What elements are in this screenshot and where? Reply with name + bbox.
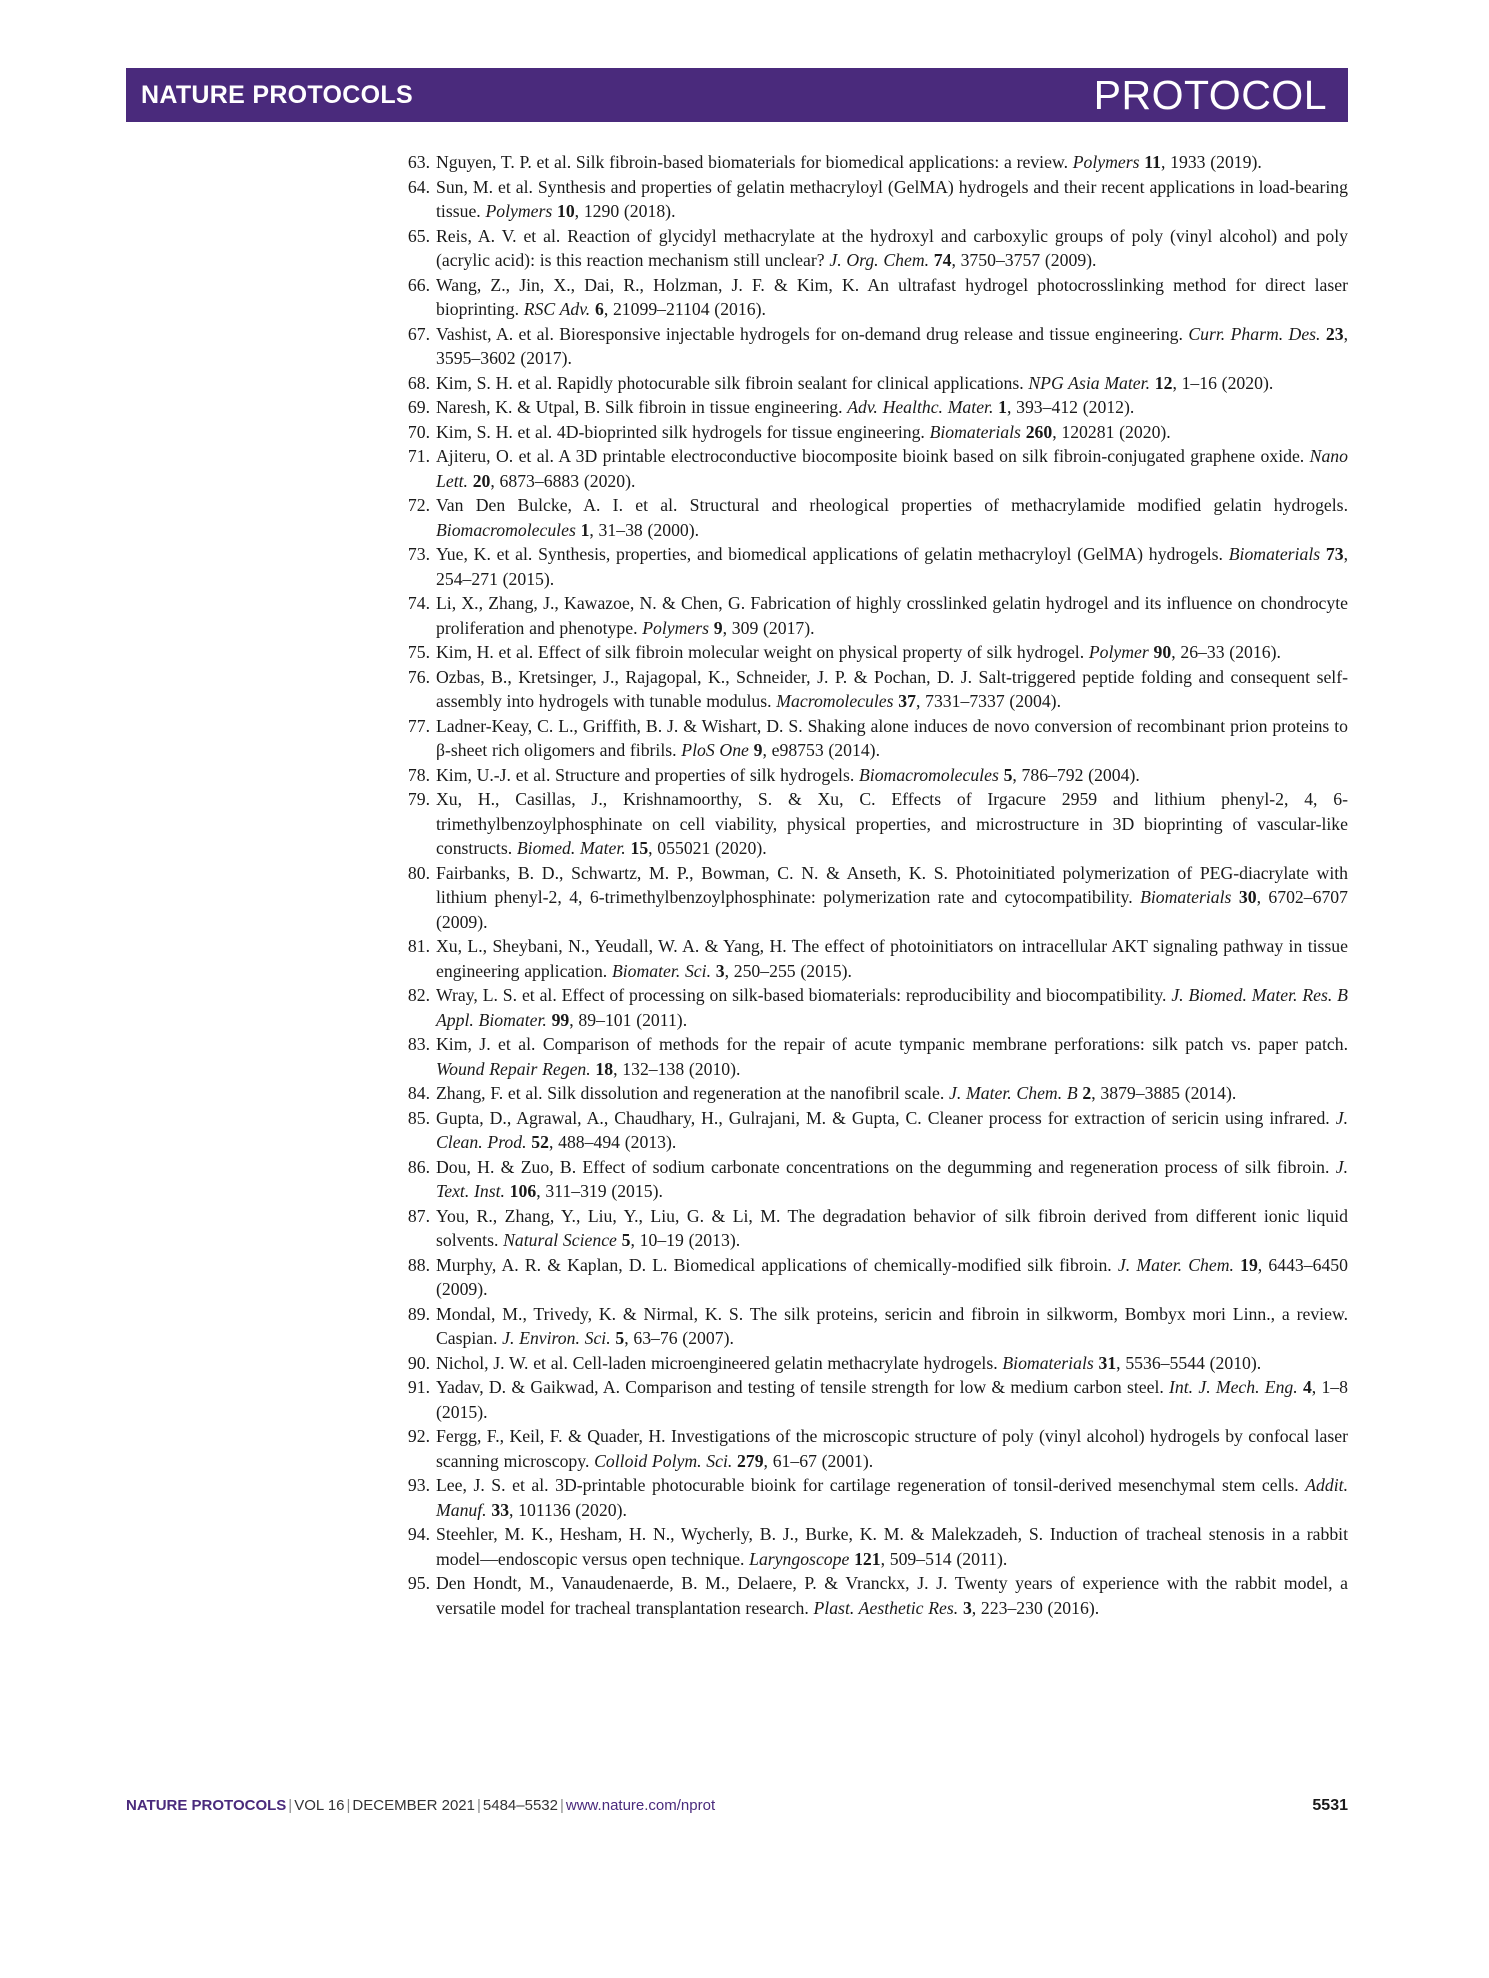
reference-pages-year: , 223–230 (2016). bbox=[971, 1597, 1100, 1618]
reference-journal: PloS One bbox=[681, 740, 749, 760]
reference-journal: Natural Science bbox=[503, 1230, 617, 1250]
reference-volume: 5 bbox=[615, 1328, 625, 1348]
reference-volume: 2 bbox=[1082, 1083, 1092, 1103]
reference-pages-year: , 10–19 (2013). bbox=[630, 1230, 741, 1250]
reference-volume: 9 bbox=[753, 740, 763, 760]
reference-journal: J. Mater. Chem. bbox=[1117, 1254, 1234, 1275]
reference-volume: 90 bbox=[1153, 642, 1172, 662]
reference-pages-year: , 31–38 (2000). bbox=[589, 519, 700, 540]
reference-text: Wang, Z., Jin, X., Dai, R., Holzman, J. F. & Kim, K. An ultrafast hydrogel photocrosslinking method for direct laser bioprinting. bbox=[436, 274, 1348, 319]
reference-text: Den Hondt, M., Vanaudenaerde, B. M., Delaere, P. & Vranckx, J. J. Twenty years of experience with the rabbit model, a versatile model for tracheal transplantation research. bbox=[436, 1573, 1348, 1618]
reference-journal: Int. J. Mech. Eng. bbox=[1169, 1377, 1298, 1397]
reference-number: 64. bbox=[407, 176, 430, 197]
reference-item bbox=[394, 444, 1348, 493]
reference-text: Li, X., Zhang, J., Kawazoe, N. & Chen, G. Fabrication of highly crosslinked gelatin hydrogel and its influence on chondrocyte proliferation and phenotype. bbox=[436, 593, 1348, 638]
reference-text: Yue, K. et al. Synthesis, properties, and biomedical applications of gelatin methacryloyl (GelMA) hydrogels. bbox=[436, 544, 1229, 564]
reference-volume: 52 bbox=[531, 1132, 549, 1152]
reference-item bbox=[394, 787, 1348, 861]
reference-item bbox=[394, 1302, 1348, 1351]
reference-volume: 6 bbox=[594, 299, 604, 319]
reference-volume: 3 bbox=[715, 960, 725, 981]
reference-item bbox=[394, 714, 1348, 763]
reference-journal: Laryngoscope bbox=[749, 1548, 850, 1569]
reference-journal: Polymers bbox=[1072, 152, 1140, 172]
reference-item bbox=[394, 493, 1348, 542]
reference-item bbox=[394, 420, 1348, 445]
reference-number: 70. bbox=[407, 421, 430, 442]
reference-pages-year: , 132–138 (2010). bbox=[613, 1058, 741, 1079]
reference-number: 94. bbox=[407, 1524, 430, 1544]
reference-pages-year: , 3879–3885 (2014). bbox=[1091, 1083, 1237, 1103]
reference-number: 89. bbox=[407, 1303, 430, 1324]
footer-volume: VOL 16 bbox=[294, 1797, 345, 1814]
reference-journal: J. Text. Inst. bbox=[436, 1156, 1348, 1201]
footer-separator: | bbox=[559, 1797, 564, 1814]
reference-volume: 106 bbox=[509, 1181, 537, 1201]
reference-pages-year: , 1933 (2019). bbox=[1160, 152, 1262, 172]
reference-number: 90. bbox=[407, 1352, 430, 1373]
reference-number: 82. bbox=[407, 985, 430, 1005]
reference-journal: Biomacromolecules bbox=[436, 519, 576, 540]
reference-item bbox=[394, 395, 1348, 420]
reference-pages-year: , 63–76 (2007). bbox=[624, 1328, 734, 1348]
reference-volume: 11 bbox=[1144, 152, 1161, 172]
reference-item bbox=[394, 150, 1348, 175]
reference-item bbox=[394, 983, 1348, 1032]
header-banner bbox=[126, 68, 1348, 122]
reference-pages-year: , 6443–6450 (2009). bbox=[436, 1254, 1348, 1299]
reference-pages-year: , 120281 (2020). bbox=[1052, 421, 1171, 442]
reference-volume: 3 bbox=[962, 1597, 972, 1618]
reference-pages-year: , 6873–6883 (2020). bbox=[490, 470, 636, 491]
reference-number: 63. bbox=[407, 152, 430, 172]
reference-number: 76. bbox=[407, 666, 430, 687]
reference-text: Zhang, F. et al. Silk dissolution and regeneration at the nanofibril scale. bbox=[436, 1083, 950, 1103]
reference-volume: 33 bbox=[491, 1499, 510, 1520]
footer-url-link[interactable]: www.nature.com/nprot bbox=[565, 1797, 716, 1814]
reference-text: Nguyen, T. P. et al. Silk fibroin-based biomaterials for biomedical applications: a review. bbox=[436, 152, 1073, 172]
reference-number: 79. bbox=[407, 789, 430, 809]
reference-pages-year: , 055021 (2020). bbox=[648, 838, 767, 858]
reference-item bbox=[394, 1351, 1348, 1376]
reference-volume: 279 bbox=[737, 1450, 764, 1471]
reference-number: 77. bbox=[407, 715, 430, 736]
reference-pages-year: , 311–319 (2015). bbox=[536, 1181, 663, 1201]
reference-volume: 1 bbox=[580, 519, 590, 540]
reference-pages-year: , 393–412 (2012). bbox=[1006, 397, 1135, 417]
reference-pages-year: , 61–67 (2001). bbox=[763, 1450, 874, 1471]
reference-item bbox=[394, 322, 1348, 371]
reference-text: Sun, M. et al. Synthesis and properties of gelatin methacryloyl (GelMA) hydrogels and their recent applications in load-bearing tissue. bbox=[436, 176, 1348, 221]
reference-journal: Polymers bbox=[485, 201, 553, 221]
reference-volume: 1 bbox=[998, 397, 1007, 417]
reference-number: 66. bbox=[407, 274, 430, 295]
reference-journal: Plast. Aesthetic Res. bbox=[813, 1597, 959, 1618]
reference-volume: 260 bbox=[1025, 421, 1053, 442]
reference-pages-year: , 3750–3757 (2009). bbox=[951, 250, 1097, 270]
page-number: 5531 bbox=[1312, 1797, 1348, 1814]
footer-separator: | bbox=[476, 1797, 481, 1814]
reference-journal: Wound Repair Regen. bbox=[436, 1058, 591, 1079]
reference-text: Kim, S. H. et al. Rapidly photocurable silk fibroin sealant for clinical applications. bbox=[436, 372, 1029, 393]
reference-pages-year: , 250–255 (2015). bbox=[724, 960, 852, 981]
reference-volume: 20 bbox=[472, 470, 491, 491]
reference-journal: Biomaterials bbox=[1140, 887, 1232, 907]
reference-journal: Adv. Healthc. Mater. bbox=[847, 397, 994, 417]
reference-volume: 31 bbox=[1098, 1352, 1117, 1373]
reference-volume: 5 bbox=[621, 1230, 631, 1250]
reference-journal: J. Environ. Sci. bbox=[502, 1328, 611, 1348]
reference-number: 75. bbox=[407, 642, 430, 662]
reference-pages-year: , 26–33 (2016). bbox=[1171, 642, 1281, 662]
reference-number: 83. bbox=[407, 1034, 430, 1054]
reference-number: 84. bbox=[407, 1083, 430, 1103]
reference-journal: Addit. Manuf. bbox=[436, 1475, 1348, 1520]
reference-volume: 23 bbox=[1325, 323, 1344, 344]
reference-text: Yadav, D. & Gaikwad, A. Comparison and testing of tensile strength for low & medium carbon steel. bbox=[436, 1377, 1170, 1397]
reference-journal: Biomed. Mater. bbox=[516, 838, 626, 858]
reference-item bbox=[394, 1522, 1348, 1571]
reference-pages-year: , 5536–5544 (2010). bbox=[1116, 1352, 1262, 1373]
reference-journal: J. Mater. Chem. B bbox=[949, 1083, 1078, 1103]
reference-text: Ladner-Keay, C. L., Griffith, B. J. & Wishart, D. S. Shaking alone induces de novo conversion of recombinant prion proteins to β-sheet rich oligomers and fibrils. bbox=[436, 715, 1348, 760]
reference-text: Fairbanks, B. D., Schwartz, M. P., Bowman, C. N. & Anseth, K. S. Photoinitiated polymerization of PEG-diacrylate with lithium phenyl-2, 4, 6-trimethylbenzoylphosphinate: polymerization rate and cytocompatibility. bbox=[436, 862, 1348, 907]
reference-text: Lee, J. S. et al. 3D-printable photocurable bioink for cartilage regeneration of tonsil-derived mesenchymal stem cells. bbox=[436, 1475, 1306, 1495]
reference-text: Fergg, F., Keil, F. & Quader, H. Investigations of the microscopic structure of poly (vinyl alcohol) hydrogels by confocal laser scanning microscopy. bbox=[436, 1426, 1348, 1471]
reference-list bbox=[394, 150, 1348, 1620]
reference-volume: 9 bbox=[713, 617, 723, 638]
reference-volume: 19 bbox=[1240, 1254, 1258, 1275]
reference-pages-year: , 1–8 (2015). bbox=[436, 1377, 1348, 1422]
reference-number: 68. bbox=[407, 372, 430, 393]
reference-pages-year: , 1290 (2018). bbox=[574, 201, 676, 221]
reference-journal: Biomater. Sci. bbox=[611, 960, 711, 981]
reference-text: Ozbas, B., Kretsinger, J., Rajagopal, K., Schneider, J. P. & Pochan, D. J. Salt-triggered peptide folding and consequent self-assembly into hydrogels with tunable modulus. bbox=[436, 666, 1348, 711]
reference-volume: 30 bbox=[1238, 887, 1257, 907]
reference-item bbox=[394, 1204, 1348, 1253]
reference-volume: 15 bbox=[630, 838, 649, 858]
reference-journal: J. Clean. Prod. bbox=[436, 1107, 1348, 1152]
reference-text: Gupta, D., Agrawal, A., Chaudhary, H., Gulrajani, M. & Gupta, C. Cleaner process for extraction of sericin using infrared. bbox=[436, 1107, 1336, 1128]
reference-number: 87. bbox=[407, 1205, 430, 1226]
reference-number: 92. bbox=[407, 1426, 430, 1446]
reference-item bbox=[394, 1032, 1348, 1081]
reference-number: 71. bbox=[407, 446, 430, 466]
reference-pages-year: , 488–494 (2013). bbox=[548, 1132, 677, 1152]
reference-pages-year: , 786–792 (2004). bbox=[1012, 764, 1140, 785]
reference-journal: Colloid Polym. Sci. bbox=[594, 1450, 733, 1471]
reference-text: Kim, S. H. et al. 4D-bioprinted silk hydrogels for tissue engineering. bbox=[436, 421, 930, 442]
reference-volume: 37 bbox=[898, 691, 916, 711]
footer-journal: NATURE PROTOCOLS bbox=[126, 1797, 287, 1814]
reference-journal: NPG Asia Mater. bbox=[1028, 372, 1151, 393]
reference-journal: Polymers bbox=[642, 617, 710, 638]
reference-volume: 121 bbox=[854, 1548, 881, 1569]
reference-number: 67. bbox=[407, 323, 430, 344]
reference-volume: 73 bbox=[1325, 544, 1344, 564]
reference-text: Vashist, A. et al. Bioresponsive injectable hydrogels for on-demand drug release and tissue engineering. bbox=[436, 323, 1189, 344]
reference-text: Ajiteru, O. et al. A 3D printable electroconductive biocomposite bioink based on silk fibroin-conjugated graphene oxide. bbox=[436, 446, 1310, 466]
reference-journal: Macromolecules bbox=[776, 691, 894, 711]
reference-item bbox=[394, 861, 1348, 935]
reference-item bbox=[394, 1253, 1348, 1302]
reference-volume: 18 bbox=[595, 1058, 614, 1079]
reference-volume: 4 bbox=[1302, 1377, 1312, 1397]
reference-pages-year: , 509–514 (2011). bbox=[880, 1548, 1008, 1569]
reference-pages-year: , 7331–7337 (2004). bbox=[915, 691, 1061, 711]
reference-pages-year: , 89–101 (2011). bbox=[569, 1009, 688, 1030]
reference-number: 88. bbox=[407, 1254, 430, 1275]
reference-item bbox=[394, 934, 1348, 983]
reference-text: Xu, L., Sheybani, N., Yeudall, W. A. & Yang, H. The effect of photoinitiators on intracellular AKT signaling pathway in tissue engineering application. bbox=[436, 936, 1348, 981]
reference-journal: Nano Lett. bbox=[436, 446, 1348, 491]
reference-volume: 10 bbox=[556, 201, 575, 221]
page-footer bbox=[126, 1794, 1348, 1818]
reference-pages-year: , 1–16 (2020). bbox=[1172, 372, 1274, 393]
reference-item bbox=[394, 542, 1348, 591]
reference-text: Steehler, M. K., Hesham, H. N., Wycherly, B. J., Burke, K. M. & Malekzadeh, S. Induction of tracheal stenosis in a rabbit model—endoscopic versus open technique. bbox=[436, 1524, 1348, 1569]
reference-text: Dou, H. & Zuo, B. Effect of sodium carbonate concentrations on the degumming and regeneration process of silk fibroin. bbox=[436, 1156, 1336, 1177]
reference-pages-year: , 21099–21104 (2016). bbox=[603, 299, 766, 319]
reference-text: Kim, H. et al. Effect of silk fibroin molecular weight on physical property of silk hydrogel. bbox=[436, 642, 1089, 662]
footer-separator: | bbox=[288, 1797, 293, 1814]
reference-item bbox=[394, 1473, 1348, 1522]
reference-number: 95. bbox=[407, 1573, 430, 1593]
reference-journal: J. Org. Chem. bbox=[829, 250, 930, 270]
reference-item bbox=[394, 1571, 1348, 1620]
reference-number: 73. bbox=[407, 544, 430, 564]
reference-pages-year: , 254–271 (2015). bbox=[436, 544, 1348, 589]
reference-item bbox=[394, 763, 1348, 788]
reference-pages-year: , 6702–6707 (2009). bbox=[436, 887, 1348, 932]
reference-number: 74. bbox=[407, 593, 430, 613]
reference-text: Reis, A. V. et al. Reaction of glycidyl methacrylate at the hydroxyl and carboxylic groups of poly (vinyl alcohol) and poly (acrylic acid): is this reaction mechanism still unclear? bbox=[436, 225, 1348, 270]
reference-volume: 99 bbox=[551, 1009, 570, 1030]
reference-journal: Curr. Pharm. Des. bbox=[1188, 323, 1321, 344]
reference-text: Xu, H., Casillas, J., Krishnamoorthy, S. & Xu, C. Effects of Irgacure 2959 and lithium phenyl-2, 4, 6-trimethylbenzoylphosphinate on cell viability, physical properties, and microstructure in 3D bioprinting of vascular-like constructs. bbox=[436, 789, 1348, 858]
reference-journal: Biomaterials bbox=[1228, 544, 1321, 564]
reference-text: Nichol, J. W. et al. Cell-laden microengineered gelatin methacrylate hydrogels. bbox=[436, 1352, 1003, 1373]
reference-number: 69. bbox=[407, 397, 430, 417]
reference-item bbox=[394, 1106, 1348, 1155]
reference-item bbox=[394, 1081, 1348, 1106]
footer-separator: | bbox=[346, 1797, 351, 1814]
reference-number: 65. bbox=[407, 225, 430, 246]
reference-number: 81. bbox=[407, 936, 430, 956]
reference-volume: 12 bbox=[1154, 372, 1173, 393]
reference-text: Murphy, A. R. & Kaplan, D. L. Biomedical applications of chemically-modified silk fibroin. bbox=[436, 1254, 1118, 1275]
reference-journal: Biomaterials bbox=[1002, 1352, 1094, 1373]
reference-item bbox=[394, 1424, 1348, 1473]
reference-text: Naresh, K. & Utpal, B. Silk fibroin in tissue engineering. bbox=[436, 397, 848, 417]
reference-number: 85. bbox=[407, 1107, 430, 1128]
reference-item bbox=[394, 591, 1348, 640]
reference-item bbox=[394, 1375, 1348, 1424]
reference-number: 93. bbox=[407, 1475, 430, 1495]
reference-volume: 74 bbox=[933, 250, 952, 270]
reference-item bbox=[394, 273, 1348, 322]
reference-volume: 5 bbox=[1003, 764, 1013, 785]
reference-number: 78. bbox=[407, 764, 430, 785]
reference-journal: Biomacromolecules bbox=[859, 764, 999, 785]
journal-name: NATURE PROTOCOLS bbox=[141, 81, 413, 109]
reference-pages-year: , 309 (2017). bbox=[722, 617, 815, 638]
reference-pages-year: , 101136 (2020). bbox=[509, 1499, 627, 1520]
article-type: PROTOCOL bbox=[1093, 72, 1327, 118]
reference-item bbox=[394, 640, 1348, 665]
footer-pages: 5484–5532 bbox=[482, 1797, 558, 1814]
reference-text: Wray, L. S. et al. Effect of processing on silk-based biomaterials: reproducibility and biocompatibility. bbox=[436, 985, 1172, 1005]
reference-number: 91. bbox=[407, 1377, 430, 1397]
reference-item bbox=[394, 1155, 1348, 1204]
reference-pages-year: , e98753 (2014). bbox=[762, 740, 880, 760]
reference-number: 72. bbox=[407, 495, 430, 515]
reference-text: Kim, J. et al. Comparison of methods for the repair of acute tympanic membrane perforations: silk patch vs. paper patch. bbox=[436, 1034, 1348, 1054]
reference-pages-year: , 3595–3602 (2017). bbox=[436, 323, 1348, 368]
reference-journal: Biomaterials bbox=[929, 421, 1021, 442]
reference-number: 86. bbox=[407, 1156, 430, 1177]
reference-item bbox=[394, 224, 1348, 273]
reference-text: You, R., Zhang, Y., Liu, Y., Liu, G. & Li, M. The degradation behavior of silk fibroin derived from different ionic liquid solvents. bbox=[436, 1205, 1348, 1250]
reference-number: 80. bbox=[407, 862, 430, 883]
reference-item bbox=[394, 665, 1348, 714]
reference-journal: J. Biomed. Mater. Res. B Appl. Biomater. bbox=[436, 985, 1348, 1030]
reference-journal: RSC Adv. bbox=[523, 299, 591, 319]
footer-citation bbox=[126, 1794, 715, 1818]
reference-text: Mondal, M., Trivedy, K. & Nirmal, K. S. The silk proteins, sericin and fibroin in silkworm, Bombyx mori Linn., a review. Caspian. bbox=[436, 1303, 1348, 1348]
reference-journal: Polymer bbox=[1088, 642, 1149, 662]
reference-item bbox=[394, 371, 1348, 396]
reference-item bbox=[394, 175, 1348, 224]
footer-date: DECEMBER 2021 bbox=[352, 1797, 475, 1814]
reference-text: Van Den Bulcke, A. I. et al. Structural and rheological properties of methacrylamide modified gelatin hydrogels. bbox=[436, 495, 1348, 515]
reference-text: Kim, U.-J. et al. Structure and properties of silk hydrogels. bbox=[436, 764, 859, 785]
